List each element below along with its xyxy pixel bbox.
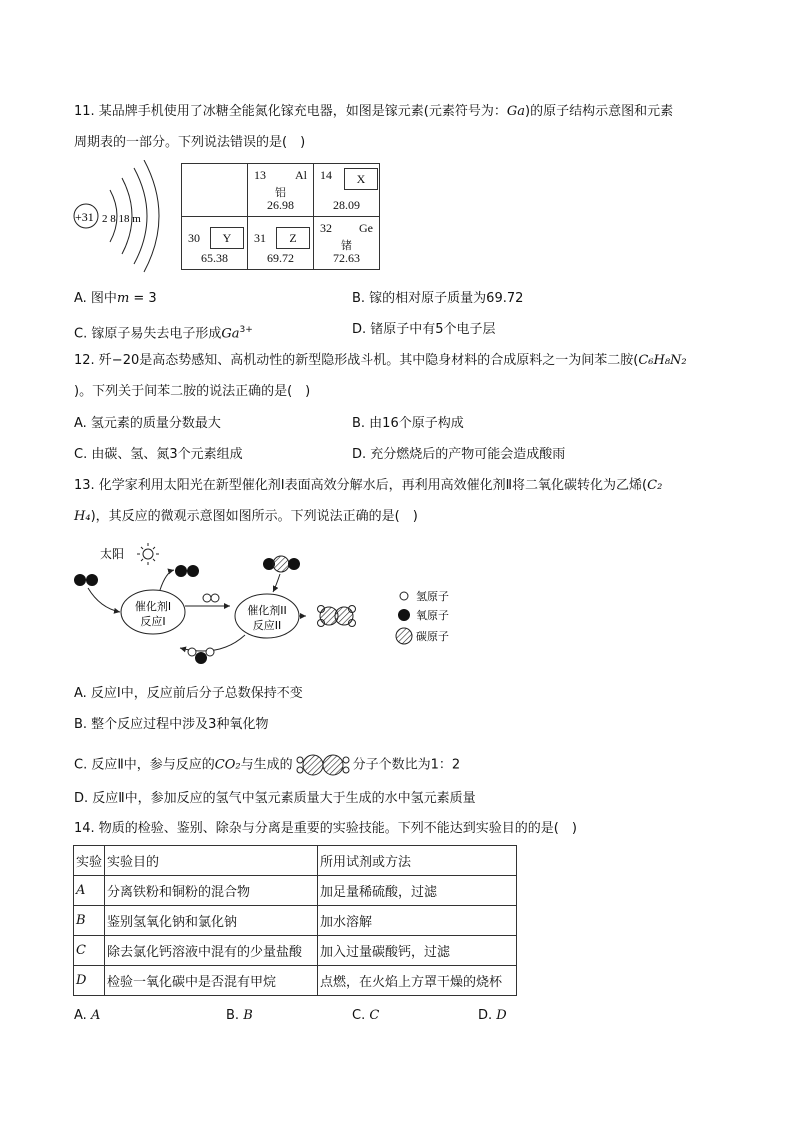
svg-text:氢原子: 氢原子 <box>416 590 449 603</box>
sun-label: 太阳 <box>100 547 125 561</box>
table-cell: 分离铁粉和铜粉的混合物 <box>105 876 318 906</box>
ethylene-molecule <box>318 606 356 627</box>
table-cell: 加水溶解 <box>318 906 517 936</box>
header-cell: 所用试剂或方法 <box>318 846 517 876</box>
periodic-table-fragment <box>181 163 380 270</box>
q13-stem-line1: 13. 化学家利用太阳光在新型催化剂I表面高效分解水后，再利用高效催化剂Ⅱ将二氧化碳转化为乙烯(C₂ <box>74 478 663 493</box>
q13-stem-line2: H₄)，其反应的微观示意图如图所示。下列说法正确的是( ) <box>74 509 418 524</box>
q12-stem-line2: )。下列关于间苯二胺的说法正确的是( ) <box>74 384 311 399</box>
table-row <box>74 936 517 966</box>
q13-option-b[interactable]: B. 整个反应过程中涉及3种氧化物 <box>74 717 269 732</box>
pt-cell-y: 30 Y 65.38 <box>182 217 248 270</box>
q11-stem-line1 <box>74 102 673 122</box>
ethylene-inline-icon <box>295 752 351 778</box>
carbon-legend-icon <box>396 628 412 644</box>
q14-table <box>73 845 517 996</box>
table-cell: 点燃，在火焰上方罩干燥的烧杯 <box>318 966 517 996</box>
q11-ga-symbol: Ga <box>506 104 526 119</box>
table-cell: 加入过量碳酸钙，过滤 <box>318 936 517 966</box>
oxygen-legend-icon <box>398 609 410 621</box>
q11-option-b[interactable]: B. 镓的相对原子质量为69.72 <box>352 291 524 306</box>
reaction-diagram <box>70 540 470 675</box>
nucleus-charge: +31 <box>75 210 94 224</box>
table-cell: 除去氯化钙溶液中混有的少量盐酸 <box>105 936 318 966</box>
table-cell: 检验一氧化碳中是否混有甲烷 <box>105 966 318 996</box>
q14-option-d[interactable]: D. D <box>478 1008 507 1023</box>
q11-stem-text-end: )的原子结构示意图和元素 <box>525 104 674 119</box>
table-cell: 加足量稀硫酸，过滤 <box>318 876 517 906</box>
q12-option-c[interactable]: C. 由碳、氢、氮3个元素组成 <box>74 447 243 462</box>
q12-option-d[interactable]: D. 充分燃烧后的产物可能会造成酸雨 <box>352 447 566 462</box>
pt-cell-x: 14 X 28.09 <box>314 164 380 217</box>
q14-stem: 14. 物质的检验、鉴别、除杂与分离是重要的实验技能。下列不能达到实验目的的是( ) <box>74 821 577 836</box>
unknown-symbol-box: X <box>344 168 378 190</box>
q11-option-d[interactable]: D. 锗原子中有5个电子层 <box>352 322 496 337</box>
table-cell: D <box>74 966 105 996</box>
gallium-atom-diagram <box>70 160 170 280</box>
pt-cell-al: 13 Al 铝 26.98 <box>248 164 314 217</box>
q12-option-a[interactable]: A. 氢元素的质量分数最大 <box>74 416 221 431</box>
q11-option-a[interactable]: A. 图中m = 3 <box>74 291 157 306</box>
pt-cell-empty <box>182 164 248 217</box>
svg-text:催化剂II: 催化剂II <box>247 604 287 617</box>
q11-option-c[interactable]: C. 镓原子易失去电子形成$Ga^{3+}$ <box>74 325 253 342</box>
pt-cell-ge: 32 Ge 锗 72.63 <box>314 217 380 270</box>
unknown-symbol-box: Z <box>276 227 310 249</box>
q14-option-a[interactable]: A. A <box>74 1008 101 1023</box>
q13-option-d[interactable]: D. 反应Ⅱ中，参加反应的氢气中氢元素质量大于生成的水中氢元素质量 <box>74 791 476 806</box>
header-cell: 实验 <box>74 846 105 876</box>
svg-text:碳原子: 碳原子 <box>416 630 449 643</box>
q13-option-a[interactable]: A. 反应Ⅰ中，反应前后分子总数保持不变 <box>74 686 303 701</box>
table-row <box>74 876 517 906</box>
q12-stem-line1: 12. 歼−20是高态势感知、高机动性的新型隐形战斗机。其中隐身材料的合成原料之一为间苯二胺(C₆H₈N₂ <box>74 353 687 368</box>
unknown-symbol-box: Y <box>210 227 244 249</box>
q12-option-b[interactable]: B. 由16个原子构成 <box>352 416 464 431</box>
sun-icon <box>137 543 159 565</box>
table-cell: C <box>74 936 105 966</box>
q14-option-c[interactable]: C. C <box>352 1008 380 1023</box>
pt-cell-z: 31 Z 69.72 <box>248 217 314 270</box>
q14-option-b[interactable]: B. B <box>226 1008 253 1023</box>
q11-stem-text: 11. 某品牌手机使用了冰糖全能氮化镓充电器，如图是镓元素(元素符号为： <box>74 104 507 119</box>
q12-formula: C₆H₈N₂ <box>638 353 687 368</box>
svg-text:氧原子: 氧原子 <box>416 609 449 622</box>
hydrogen-legend-icon <box>400 592 408 600</box>
header-cell: 实验目的 <box>105 846 318 876</box>
svg-text:催化剂I: 催化剂I <box>134 600 172 613</box>
table-cell: B <box>74 906 105 936</box>
table-header-row <box>74 846 517 876</box>
svg-text:反应II: 反应II <box>252 619 282 632</box>
table-row <box>74 906 517 936</box>
svg-text:反应I: 反应I <box>140 615 166 628</box>
table-cell: 鉴别氢氧化钠和氯化钠 <box>105 906 318 936</box>
table-cell: A <box>74 876 105 906</box>
q13-option-c[interactable]: C. 反应Ⅱ中，参与反应的CO₂与生成的 分子个数比为1：2 <box>74 752 460 778</box>
shell-electrons: 2 8 18 m <box>102 213 141 225</box>
table-row <box>74 966 517 996</box>
q11-stem-line2: 周期表的一部分。下列说法错误的是( ) <box>74 135 306 150</box>
